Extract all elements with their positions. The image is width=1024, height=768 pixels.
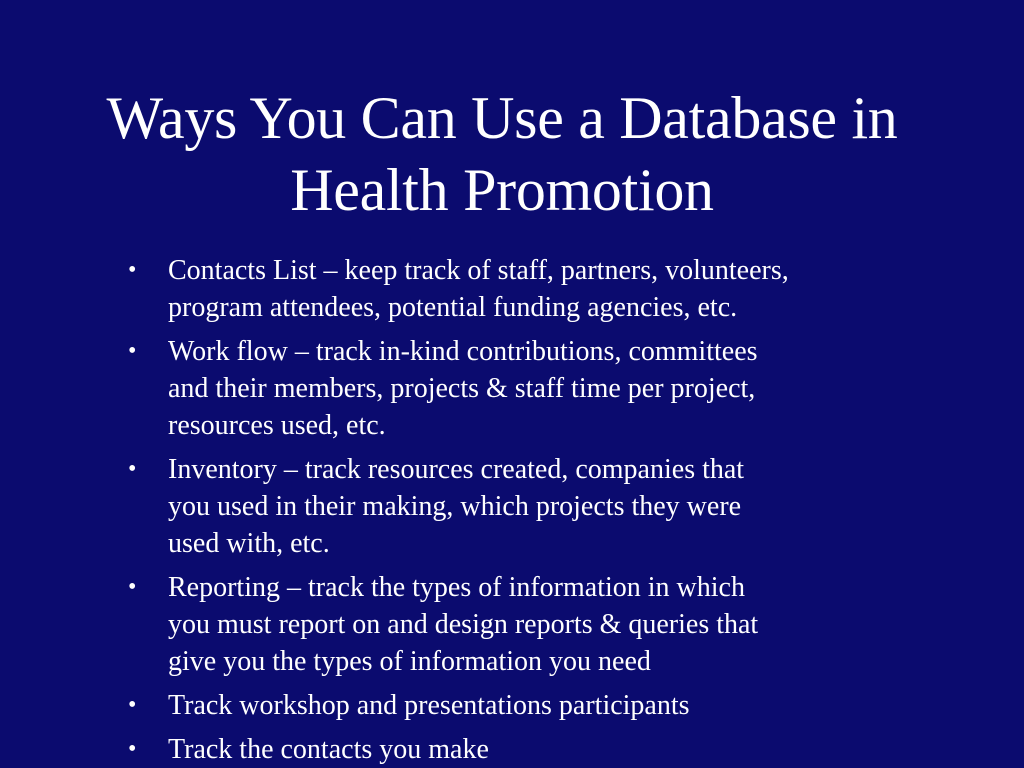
bullet-marker: • xyxy=(128,456,137,482)
slide-title xyxy=(40,82,964,226)
bullet-line: program attendees, potential funding agencies, etc. xyxy=(168,292,738,323)
bullet-text xyxy=(168,451,948,562)
bullet-line: Track the contacts you make xyxy=(168,734,489,765)
bullet-line: you must report on and design reports & queries that xyxy=(168,609,759,640)
bullet-marker: • xyxy=(128,338,137,364)
bullet-line: Track workshop and presentations participants xyxy=(168,690,690,721)
bullet-item-contacts-list xyxy=(128,252,948,326)
bullet-item-inventory xyxy=(128,451,948,562)
bullet-text xyxy=(168,687,948,724)
slide-title-line-2: Health Promotion xyxy=(290,157,714,223)
bullet-marker: • xyxy=(128,574,137,600)
bullet-line: you used in their making, which projects they were xyxy=(168,491,742,522)
bullet-line: Inventory – track resources created, companies that xyxy=(168,454,745,485)
bullet-text xyxy=(168,252,948,326)
bullet-line: Work flow – track in-kind contributions, committees xyxy=(168,336,758,367)
bullet-item-workshop-participants xyxy=(128,687,948,724)
bullet-line: and their members, projects & staff time per project, xyxy=(168,373,756,404)
bullet-item-work-flow xyxy=(128,333,948,444)
slide-title-line-1: Ways You Can Use a Database in xyxy=(106,85,898,151)
bullet-marker: • xyxy=(128,736,137,762)
bullet-text xyxy=(168,731,948,768)
bullet-line: Reporting – track the types of information in which xyxy=(168,572,745,603)
bullet-line: give you the types of information you need xyxy=(168,646,651,677)
bullet-line: used with, etc. xyxy=(168,528,330,559)
bullet-item-reporting xyxy=(128,569,948,680)
bullet-line: resources used, etc. xyxy=(168,410,386,441)
bullet-item-contacts-made xyxy=(128,731,948,768)
bullet-text xyxy=(168,569,948,680)
bullet-marker: • xyxy=(128,257,137,283)
bullet-line: Contacts List – keep track of staff, partners, volunteers, xyxy=(168,255,789,286)
bullet-marker: • xyxy=(128,692,137,718)
bullet-list xyxy=(128,252,948,768)
bullet-text xyxy=(168,333,948,444)
